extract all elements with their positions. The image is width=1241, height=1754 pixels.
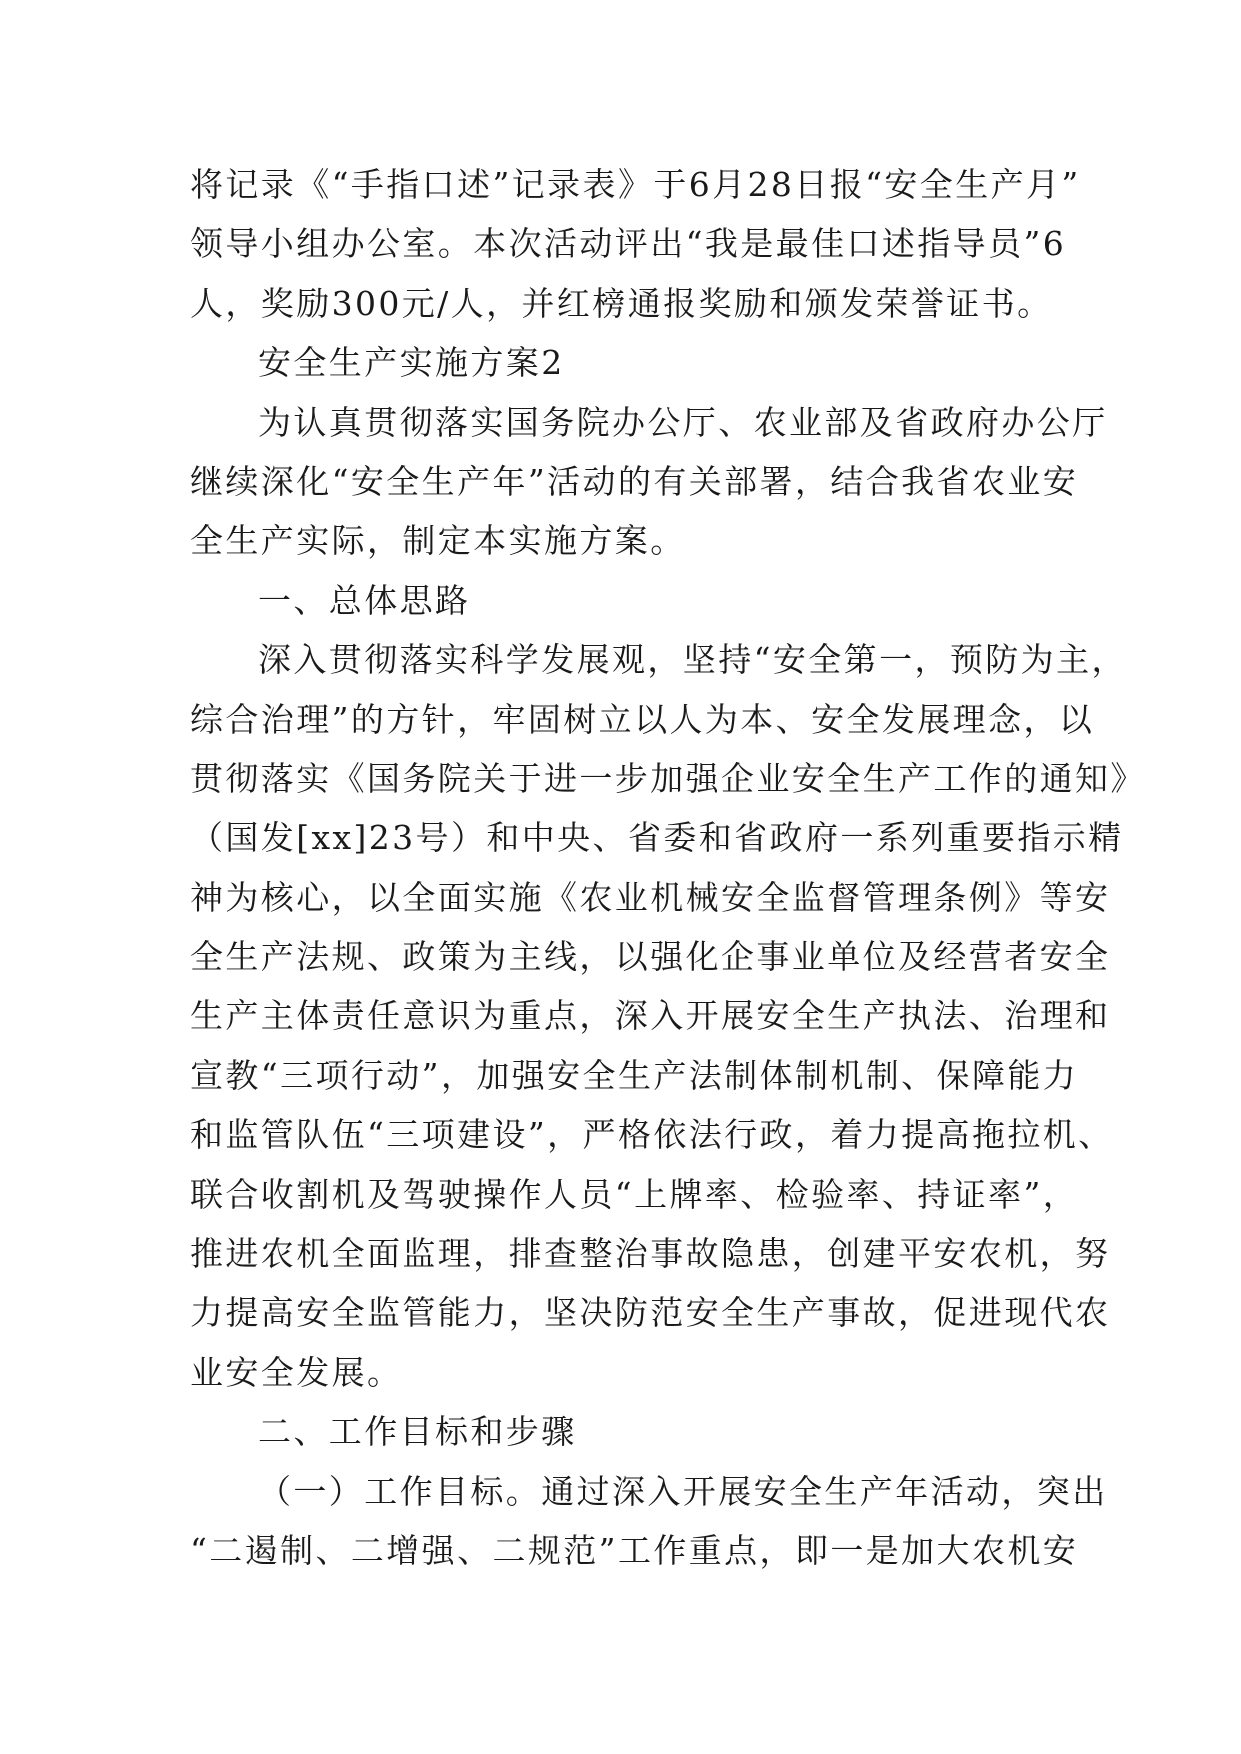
text-line: 全生产法规、政策为主线，以强化企事业单位及经营者安全 (190, 937, 1111, 977)
text-line: （国发[xx]23号）和中央、省委和省政府一系列重要指示精 (190, 818, 1124, 858)
text-line: 神为核心，以全面实施《农业机械安全监督管理条例》等安 (190, 877, 1111, 917)
text-line: 宣教“三项行动”，加强安全生产法制体制机制、保障能力 (190, 1055, 1079, 1095)
text-line: 贯彻落实《国务院关于进一步加强企业安全生产工作的通知》 (190, 758, 1146, 798)
text-line: 联合收割机及驾驶操作人员“上牌率、检验率、持证率”， (190, 1174, 1079, 1214)
text-line: 将记录《“手指口述”记录表》于6月28日报“安全生产月” (190, 165, 1081, 204)
text-line: 综合治理”的方针，牢固树立以人为本、安全发展理念，以 (190, 699, 1095, 739)
text-line: 生产主体责任意识为重点，深入开展安全生产执法、治理和 (190, 996, 1111, 1036)
text-line: 全生产实际，制定本实施方案。 (190, 521, 686, 561)
section-title: 安全生产实施方案2 (258, 343, 565, 383)
text-line: 力提高安全监管能力，坚决防范安全生产事故，促进现代农 (190, 1293, 1111, 1333)
text-line: 为认真贯彻落实国务院办公厅、农业部及省政府办公厅 (258, 402, 1108, 442)
text-line: 深入贯彻落实科学发展观，坚持“安全第一，预防为主， (258, 640, 1127, 680)
text-line: “二遏制、二增强、二规范”工作重点，即一是加大农机安 (190, 1530, 1079, 1570)
text-line: 领导小组办公室。本次活动评出“我是最佳口述指导员”6 (190, 224, 1067, 264)
text-line: 推进农机全面监理，排查整治事故隐患，创建平安农机，努 (190, 1234, 1111, 1274)
text-line: 业安全发展。 (190, 1352, 403, 1392)
section-heading: 一、总体思路 (258, 580, 471, 620)
text-line: 人，奖励300元/人，并红榜通报奖励和颁发荣誉证书。 (190, 283, 1053, 323)
text-line: （一）工作目标。通过深入开展安全生产年活动，突出 (258, 1471, 1108, 1511)
section-heading: 二、工作目标和步骤 (258, 1412, 577, 1452)
text-line: 和监管队伍“三项建设”，严格依法行政，着力提高拖拉机、 (190, 1115, 1114, 1155)
document-body (190, 155, 1146, 1580)
text-line: 继续深化“安全生产年”活动的有关部署，结合我省农业安 (190, 461, 1079, 501)
